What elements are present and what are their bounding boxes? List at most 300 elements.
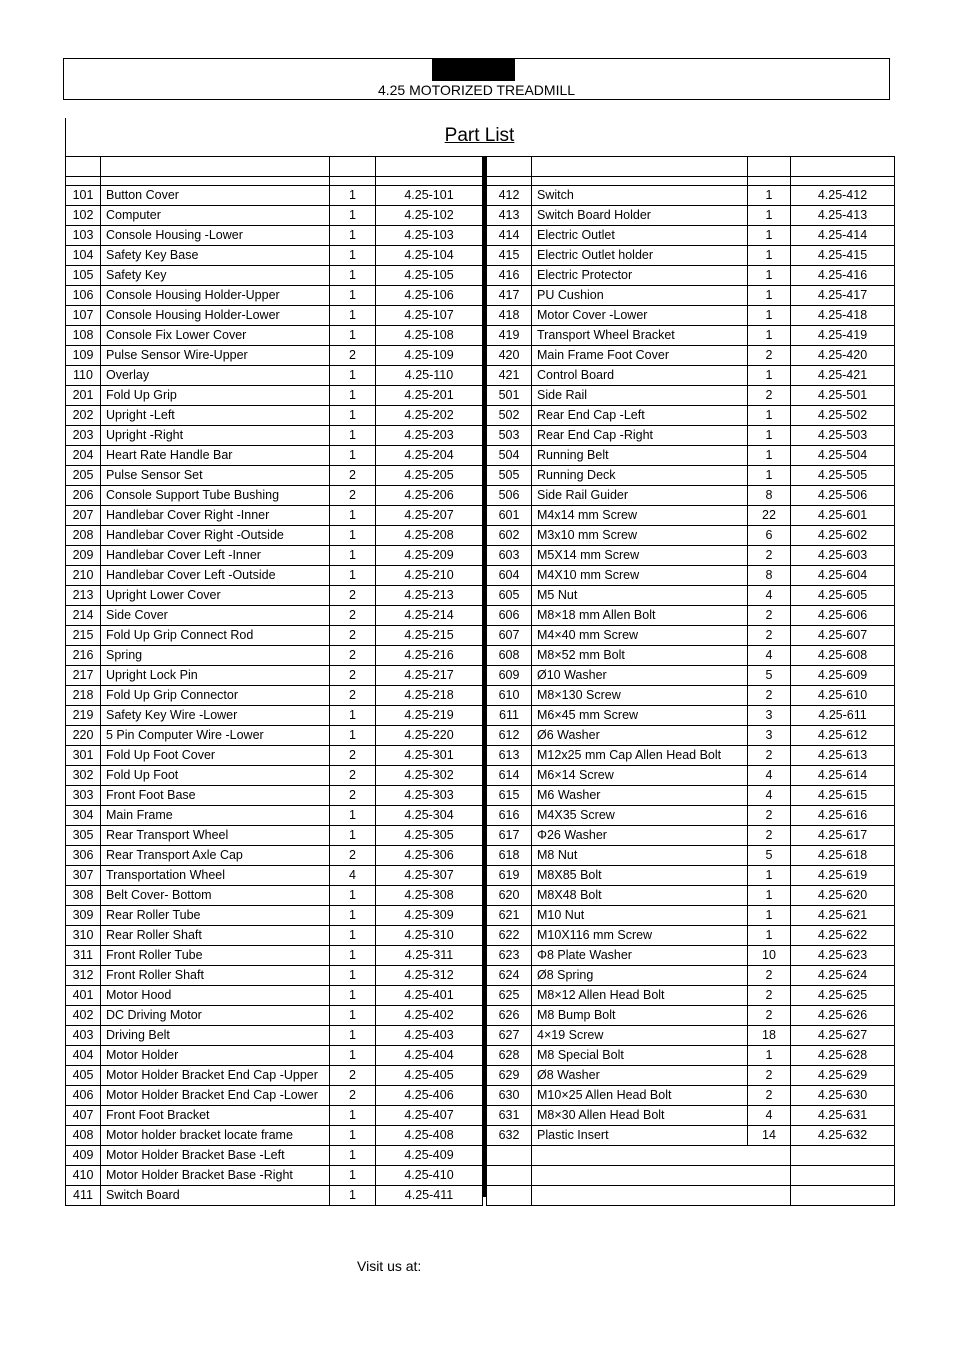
part-code: 4.25-612 — [791, 726, 895, 746]
part-code: 4.25-601 — [791, 506, 895, 526]
part-number: 501 — [487, 386, 532, 406]
part-code: 4.25-625 — [791, 986, 895, 1006]
part-quantity: 1 — [748, 446, 791, 466]
table-row — [487, 746, 895, 766]
part-code: 4.25-110 — [376, 366, 483, 386]
part-description: Running Deck — [532, 466, 748, 486]
part-description: M8 Bump Bolt — [532, 1006, 748, 1026]
part-quantity: 22 — [748, 506, 791, 526]
part-description: M8X48 Bolt — [532, 886, 748, 906]
part-number: 416 — [487, 266, 532, 286]
part-description: M8×12 Allen Head Bolt — [532, 986, 748, 1006]
footer-visit-text: Visit us at: — [357, 1258, 422, 1274]
table-row — [487, 1106, 895, 1126]
part-quantity: 1 — [330, 386, 376, 406]
part-quantity: 1 — [330, 366, 376, 386]
part-code: 4.25-218 — [376, 686, 483, 706]
part-quantity: 1 — [330, 1186, 376, 1206]
part-description: Rear End Cap -Right — [532, 426, 748, 446]
part-description: Rear Roller Tube — [101, 906, 330, 926]
part-description: Upright -Right — [101, 426, 330, 446]
part-number: 306 — [66, 846, 101, 866]
table-row — [66, 766, 483, 786]
table-row — [487, 346, 895, 366]
part-code: 4.25-614 — [791, 766, 895, 786]
part-description: Main Frame Foot Cover — [532, 346, 748, 366]
logo-block — [432, 59, 515, 81]
part-code: 4.25-603 — [791, 546, 895, 566]
part-number: 411 — [66, 1186, 101, 1206]
part-number: 601 — [487, 506, 532, 526]
part-code: 4.25-418 — [791, 306, 895, 326]
part-quantity: 1 — [748, 1046, 791, 1066]
part-code: 4.25-412 — [791, 186, 895, 206]
part-quantity: 2 — [748, 1006, 791, 1026]
part-code: 4.25-618 — [791, 846, 895, 866]
part-quantity: 1 — [330, 1046, 376, 1066]
part-description: Motor Hood — [101, 986, 330, 1006]
part-code: 4.25-613 — [791, 746, 895, 766]
part-quantity: 1 — [330, 246, 376, 266]
part-code: 4.25-301 — [376, 746, 483, 766]
table-row — [487, 1166, 895, 1186]
part-quantity: 1 — [330, 446, 376, 466]
table-header-row — [66, 157, 483, 177]
header-cell — [376, 157, 483, 177]
part-number: 104 — [66, 246, 101, 266]
part-description: PU Cushion — [532, 286, 748, 306]
part-code: 4.25-607 — [791, 626, 895, 646]
part-code: 4.25-311 — [376, 946, 483, 966]
part-quantity: 2 — [748, 826, 791, 846]
part-quantity: 5 — [748, 666, 791, 686]
part-quantity: 4 — [748, 766, 791, 786]
part-code: 4.25-622 — [791, 926, 895, 946]
part-description: Console Fix Lower Cover — [101, 326, 330, 346]
part-number: 605 — [487, 586, 532, 606]
part-quantity: 4 — [748, 786, 791, 806]
table-row — [66, 986, 483, 1006]
spacer-row — [66, 177, 483, 186]
part-number: 502 — [487, 406, 532, 426]
part-code: 4.25-202 — [376, 406, 483, 426]
part-quantity: 2 — [748, 1086, 791, 1106]
part-code: 4.25-205 — [376, 466, 483, 486]
table-row — [487, 546, 895, 566]
table-row — [487, 386, 895, 406]
part-code: 4.25-617 — [791, 826, 895, 846]
table-row — [487, 586, 895, 606]
part-number: 418 — [487, 306, 532, 326]
part-description: Switch — [532, 186, 748, 206]
part-description: Rear Transport Wheel — [101, 826, 330, 846]
part-code: 4.25-220 — [376, 726, 483, 746]
part-number: 608 — [487, 646, 532, 666]
table-row — [66, 1146, 483, 1166]
table-row — [66, 546, 483, 566]
table-row — [66, 926, 483, 946]
part-number: 311 — [66, 946, 101, 966]
part-description: Side Rail — [532, 386, 748, 406]
part-code: 4.25-501 — [791, 386, 895, 406]
part-code: 4.25-104 — [376, 246, 483, 266]
part-code: 4.25-219 — [376, 706, 483, 726]
part-code: 4.25-610 — [791, 686, 895, 706]
part-number: 301 — [66, 746, 101, 766]
empty-cell — [532, 1166, 791, 1186]
part-quantity: 2 — [330, 666, 376, 686]
part-description: Fold Up Grip Connector — [101, 686, 330, 706]
part-number: 607 — [487, 626, 532, 646]
part-quantity: 14 — [748, 1126, 791, 1146]
part-description: Driving Belt — [101, 1026, 330, 1046]
part-number: 207 — [66, 506, 101, 526]
document-title: 4.25 MOTORIZED TREADMILL — [377, 82, 576, 98]
part-code: 4.25-631 — [791, 1106, 895, 1126]
part-number: 617 — [487, 826, 532, 846]
part-description: M12x25 mm Cap Allen Head Bolt — [532, 746, 748, 766]
part-number: 624 — [487, 966, 532, 986]
part-quantity: 5 — [748, 846, 791, 866]
part-quantity: 2 — [330, 1066, 376, 1086]
part-code: 4.25-411 — [376, 1186, 483, 1206]
table-row — [487, 666, 895, 686]
table-row — [487, 906, 895, 926]
part-description: Switch Board — [101, 1186, 330, 1206]
table-row — [487, 186, 895, 206]
table-row — [66, 506, 483, 526]
part-quantity: 1 — [748, 866, 791, 886]
table-row — [487, 526, 895, 546]
part-code: 4.25-216 — [376, 646, 483, 666]
table-row — [66, 226, 483, 246]
part-description: Pulse Sensor Wire-Upper — [101, 346, 330, 366]
part-number: 401 — [66, 986, 101, 1006]
empty-cell — [791, 1166, 895, 1186]
part-quantity: 2 — [748, 806, 791, 826]
part-number: 202 — [66, 406, 101, 426]
part-number: 105 — [66, 266, 101, 286]
part-code: 4.25-605 — [791, 586, 895, 606]
part-number: 611 — [487, 706, 532, 726]
table-row — [487, 966, 895, 986]
table-row — [66, 386, 483, 406]
part-description: Rear End Cap -Left — [532, 406, 748, 426]
part-quantity: 1 — [330, 1166, 376, 1186]
empty-cell — [532, 1186, 791, 1206]
part-quantity: 1 — [330, 406, 376, 426]
part-description: Running Belt — [532, 446, 748, 466]
part-description: Fold Up Grip — [101, 386, 330, 406]
part-description: Electric Outlet holder — [532, 246, 748, 266]
table-row — [66, 786, 483, 806]
part-number: 308 — [66, 886, 101, 906]
part-quantity: 2 — [330, 346, 376, 366]
part-description: Button Cover — [101, 186, 330, 206]
part-number: 215 — [66, 626, 101, 646]
part-description: M8×18 mm Allen Bolt — [532, 606, 748, 626]
part-description: M6×45 mm Screw — [532, 706, 748, 726]
part-quantity: 18 — [748, 1026, 791, 1046]
part-code: 4.25-405 — [376, 1066, 483, 1086]
part-description: M4x14 mm Screw — [532, 506, 748, 526]
part-number: 503 — [487, 426, 532, 446]
part-code: 4.25-304 — [376, 806, 483, 826]
part-number: 110 — [66, 366, 101, 386]
part-code: 4.25-208 — [376, 526, 483, 546]
part-quantity: 2 — [748, 386, 791, 406]
part-quantity: 1 — [748, 186, 791, 206]
part-number: 625 — [487, 986, 532, 1006]
part-description: M4X10 mm Screw — [532, 566, 748, 586]
part-description: Front Foot Bracket — [101, 1106, 330, 1126]
part-code: 4.25-101 — [376, 186, 483, 206]
part-description: Computer — [101, 206, 330, 226]
part-quantity: 2 — [330, 786, 376, 806]
part-number: 201 — [66, 386, 101, 406]
part-description: Motor Holder — [101, 1046, 330, 1066]
part-quantity: 2 — [748, 626, 791, 646]
part-description: M8×130 Screw — [532, 686, 748, 706]
part-description: Motor Holder Bracket End Cap -Lower — [101, 1086, 330, 1106]
part-code: 4.25-409 — [376, 1146, 483, 1166]
table-row — [66, 1046, 483, 1066]
part-code: 4.25-621 — [791, 906, 895, 926]
table-row — [487, 226, 895, 246]
part-quantity: 10 — [748, 946, 791, 966]
part-code: 4.25-303 — [376, 786, 483, 806]
part-quantity: 1 — [330, 326, 376, 346]
table-row — [66, 586, 483, 606]
part-quantity: 2 — [330, 766, 376, 786]
part-code: 4.25-602 — [791, 526, 895, 546]
part-quantity: 2 — [330, 646, 376, 666]
part-number: 217 — [66, 666, 101, 686]
table-row — [487, 506, 895, 526]
part-quantity: 1 — [330, 1106, 376, 1126]
part-number: 210 — [66, 566, 101, 586]
part-quantity: 1 — [330, 906, 376, 926]
part-quantity: 1 — [330, 1126, 376, 1146]
part-code: 4.25-310 — [376, 926, 483, 946]
part-quantity: 1 — [330, 966, 376, 986]
table-row — [487, 686, 895, 706]
part-code: 4.25-620 — [791, 886, 895, 906]
part-quantity: 6 — [748, 526, 791, 546]
part-number: 204 — [66, 446, 101, 466]
part-code: 4.25-107 — [376, 306, 483, 326]
table-row — [487, 486, 895, 506]
part-number: 623 — [487, 946, 532, 966]
part-description: M8 Nut — [532, 846, 748, 866]
part-code: 4.25-407 — [376, 1106, 483, 1126]
part-description: 5 Pin Computer Wire -Lower — [101, 726, 330, 746]
part-quantity: 1 — [330, 1146, 376, 1166]
table-row — [66, 1186, 483, 1206]
part-description: Belt Cover- Bottom — [101, 886, 330, 906]
table-row — [487, 366, 895, 386]
table-row — [66, 466, 483, 486]
table-row — [487, 606, 895, 626]
part-number: 606 — [487, 606, 532, 626]
part-quantity: 1 — [748, 366, 791, 386]
part-code: 4.25-209 — [376, 546, 483, 566]
part-code: 4.25-616 — [791, 806, 895, 826]
empty-cell — [487, 1146, 532, 1166]
table-row — [487, 326, 895, 346]
table-row — [66, 806, 483, 826]
part-quantity: 1 — [748, 886, 791, 906]
part-quantity: 1 — [748, 406, 791, 426]
part-quantity: 1 — [748, 326, 791, 346]
table-row — [66, 446, 483, 466]
part-number: 414 — [487, 226, 532, 246]
part-code: 4.25-506 — [791, 486, 895, 506]
empty-cell — [791, 1146, 895, 1166]
part-description: Fold Up Foot Cover — [101, 746, 330, 766]
part-number: 303 — [66, 786, 101, 806]
part-quantity: 1 — [330, 886, 376, 906]
part-code: 4.25-628 — [791, 1046, 895, 1066]
part-description: M8×52 mm Bolt — [532, 646, 748, 666]
table-row — [66, 826, 483, 846]
part-code: 4.25-624 — [791, 966, 895, 986]
part-number: 610 — [487, 686, 532, 706]
part-code: 4.25-615 — [791, 786, 895, 806]
table-row — [66, 366, 483, 386]
part-number: 403 — [66, 1026, 101, 1046]
part-code: 4.25-207 — [376, 506, 483, 526]
table-row — [66, 686, 483, 706]
part-code: 4.25-402 — [376, 1006, 483, 1026]
table-row — [66, 846, 483, 866]
part-description: Transport Wheel Bracket — [532, 326, 748, 346]
part-number: 505 — [487, 466, 532, 486]
part-quantity: 2 — [330, 486, 376, 506]
part-quantity: 4 — [330, 866, 376, 886]
part-number: 409 — [66, 1146, 101, 1166]
table-row — [66, 186, 483, 206]
table-row — [66, 606, 483, 626]
part-description: M8×30 Allen Head Bolt — [532, 1106, 748, 1126]
table-row — [487, 1146, 895, 1166]
part-number: 219 — [66, 706, 101, 726]
part-description: M5X14 mm Screw — [532, 546, 748, 566]
part-code: 4.25-201 — [376, 386, 483, 406]
table-row — [487, 846, 895, 866]
part-number: 419 — [487, 326, 532, 346]
part-list-heading-area — [65, 118, 893, 156]
part-number: 609 — [487, 666, 532, 686]
part-description: Motor Holder Bracket Base -Left — [101, 1146, 330, 1166]
part-quantity: 1 — [330, 1026, 376, 1046]
part-description: Main Frame — [101, 806, 330, 826]
table-row — [66, 646, 483, 666]
part-quantity: 1 — [330, 206, 376, 226]
table-row — [66, 906, 483, 926]
table-row — [66, 286, 483, 306]
part-code: 4.25-630 — [791, 1086, 895, 1106]
part-description: Handlebar Cover Right -Outside — [101, 526, 330, 546]
part-number: 628 — [487, 1046, 532, 1066]
part-quantity: 1 — [330, 186, 376, 206]
part-number: 615 — [487, 786, 532, 806]
part-number: 415 — [487, 246, 532, 266]
table-row — [66, 886, 483, 906]
parts-table-left — [65, 156, 483, 1206]
table-header-row — [487, 157, 895, 177]
part-number: 631 — [487, 1106, 532, 1126]
part-description: Heart Rate Handle Bar — [101, 446, 330, 466]
part-quantity: 1 — [330, 546, 376, 566]
part-code: 4.25-305 — [376, 826, 483, 846]
part-code: 4.25-108 — [376, 326, 483, 346]
header-box — [63, 58, 890, 100]
part-code: 4.25-619 — [791, 866, 895, 886]
part-description: Rear Roller Shaft — [101, 926, 330, 946]
table-row — [66, 666, 483, 686]
table-row — [487, 1026, 895, 1046]
part-number: 208 — [66, 526, 101, 546]
part-description: Plastic Insert — [532, 1126, 748, 1146]
part-code: 4.25-417 — [791, 286, 895, 306]
part-number: 421 — [487, 366, 532, 386]
part-quantity: 1 — [330, 806, 376, 826]
part-description: Console Housing Holder-Upper — [101, 286, 330, 306]
part-quantity: 1 — [748, 206, 791, 226]
part-quantity: 1 — [330, 726, 376, 746]
part-code: 4.25-312 — [376, 966, 483, 986]
table-row — [487, 1046, 895, 1066]
part-description: Handlebar Cover Right -Inner — [101, 506, 330, 526]
part-quantity: 1 — [748, 466, 791, 486]
part-code: 4.25-410 — [376, 1166, 483, 1186]
part-number: 312 — [66, 966, 101, 986]
table-row — [487, 206, 895, 226]
table-row — [487, 426, 895, 446]
part-code: 4.25-404 — [376, 1046, 483, 1066]
part-description: M4X35 Screw — [532, 806, 748, 826]
part-description: Handlebar Cover Left -Inner — [101, 546, 330, 566]
part-description: Φ26 Washer — [532, 826, 748, 846]
part-code: 4.25-416 — [791, 266, 895, 286]
part-number: 602 — [487, 526, 532, 546]
part-code: 4.25-421 — [791, 366, 895, 386]
part-code: 4.25-109 — [376, 346, 483, 366]
part-description: Upright Lower Cover — [101, 586, 330, 606]
part-number: 407 — [66, 1106, 101, 1126]
table-row — [487, 926, 895, 946]
part-number: 214 — [66, 606, 101, 626]
part-quantity: 1 — [748, 426, 791, 446]
parts-table-right — [486, 156, 895, 1206]
part-code: 4.25-103 — [376, 226, 483, 246]
part-quantity: 2 — [748, 986, 791, 1006]
part-code: 4.25-401 — [376, 986, 483, 1006]
part-description: Console Housing Holder-Lower — [101, 306, 330, 326]
part-number: 309 — [66, 906, 101, 926]
part-description: Fold Up Foot — [101, 766, 330, 786]
part-description: Handlebar Cover Left -Outside — [101, 566, 330, 586]
table-row — [66, 266, 483, 286]
part-number: 213 — [66, 586, 101, 606]
part-description: Motor Cover -Lower — [532, 306, 748, 326]
part-number: 420 — [487, 346, 532, 366]
part-description: Spring — [101, 646, 330, 666]
part-code: 4.25-504 — [791, 446, 895, 466]
part-number: 618 — [487, 846, 532, 866]
part-quantity: 2 — [330, 746, 376, 766]
